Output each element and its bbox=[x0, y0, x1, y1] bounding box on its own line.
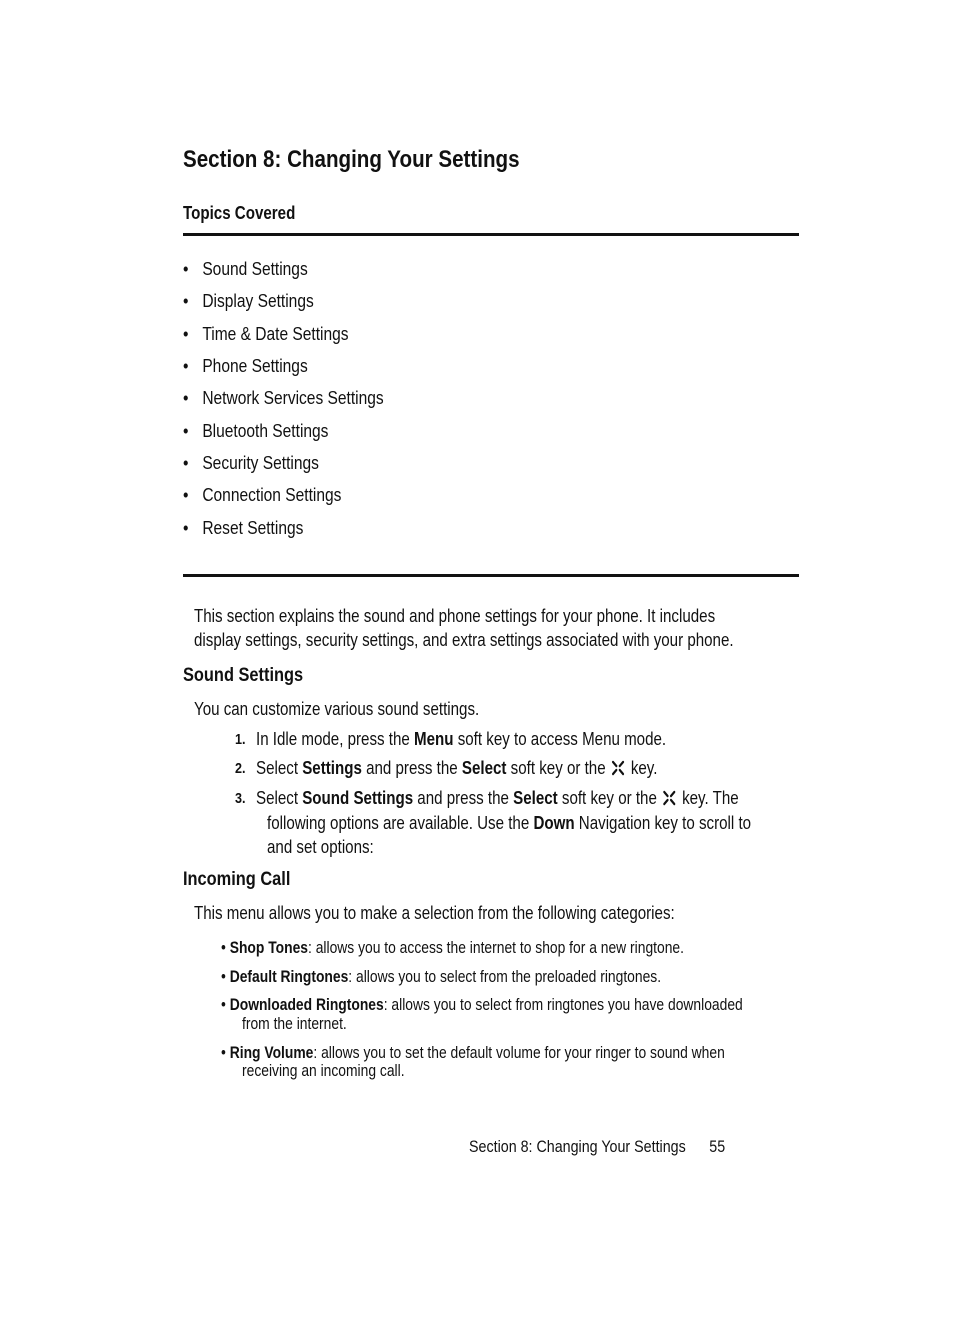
footer-section-title: Section 8: Changing Your Settings bbox=[469, 1137, 686, 1156]
topic-item: • Bluetooth Settings bbox=[183, 420, 329, 441]
intro-line: This section explains the sound and phone settings for your phone. It includes bbox=[194, 606, 716, 626]
category-item-continuation: receiving an incoming call. bbox=[242, 1062, 405, 1080]
step-3: 3. Select Sound Settings and press the Select soft key or the key. The bbox=[235, 788, 739, 808]
step-3-line-2: following options are available. Use the Down Navigation key to scroll to bbox=[267, 813, 752, 833]
step-2: 2. Select Settings and press the Select soft key or the key. bbox=[235, 758, 658, 778]
topic-item: • Security Settings bbox=[183, 452, 319, 473]
topics-heading: Topics Covered bbox=[183, 203, 296, 223]
incoming-lead: This menu allows you to make a selection from the following categories: bbox=[194, 903, 675, 923]
page-title: Section 8: Changing Your Settings bbox=[183, 146, 520, 173]
sound-settings-heading: Sound Settings bbox=[183, 664, 304, 686]
step-1: 1. In Idle mode, press the Menu soft key to access Menu mode. bbox=[235, 729, 667, 749]
step-3-line-3: and set options: bbox=[267, 837, 374, 857]
intro-line: display settings, security settings, and extra settings associated with your phone. bbox=[194, 630, 734, 650]
topic-item: • Phone Settings bbox=[183, 355, 308, 376]
topics-bottom-rule bbox=[183, 574, 799, 577]
category-item: • Downloaded Ringtones: allows you to select from ringtones you have downloaded bbox=[221, 996, 743, 1014]
sound-lead: You can customize various sound settings. bbox=[194, 699, 480, 719]
category-item: • Default Ringtones: allows you to select from the preloaded ringtones. bbox=[221, 968, 662, 986]
select-key-icon bbox=[611, 760, 626, 776]
topic-item: • Display Settings bbox=[183, 290, 314, 311]
page-footer bbox=[469, 1137, 774, 1157]
topic-item: • Connection Settings bbox=[183, 484, 342, 505]
category-item-continuation: from the internet. bbox=[242, 1015, 347, 1033]
category-item: • Ring Volume: allows you to set the default volume for your ringer to sound when bbox=[221, 1044, 725, 1062]
select-key-icon bbox=[662, 790, 677, 806]
topic-item: • Reset Settings bbox=[183, 517, 304, 538]
incoming-call-heading: Incoming Call bbox=[183, 868, 291, 890]
page-number: 55 bbox=[709, 1137, 726, 1156]
category-item: • Shop Tones: allows you to access the internet to shop for a new ringtone. bbox=[221, 939, 684, 957]
topics-top-rule bbox=[183, 233, 799, 236]
topic-item: • Network Services Settings bbox=[183, 387, 384, 408]
topic-item: • Time & Date Settings bbox=[183, 323, 349, 344]
topic-item: • Sound Settings bbox=[183, 258, 308, 279]
